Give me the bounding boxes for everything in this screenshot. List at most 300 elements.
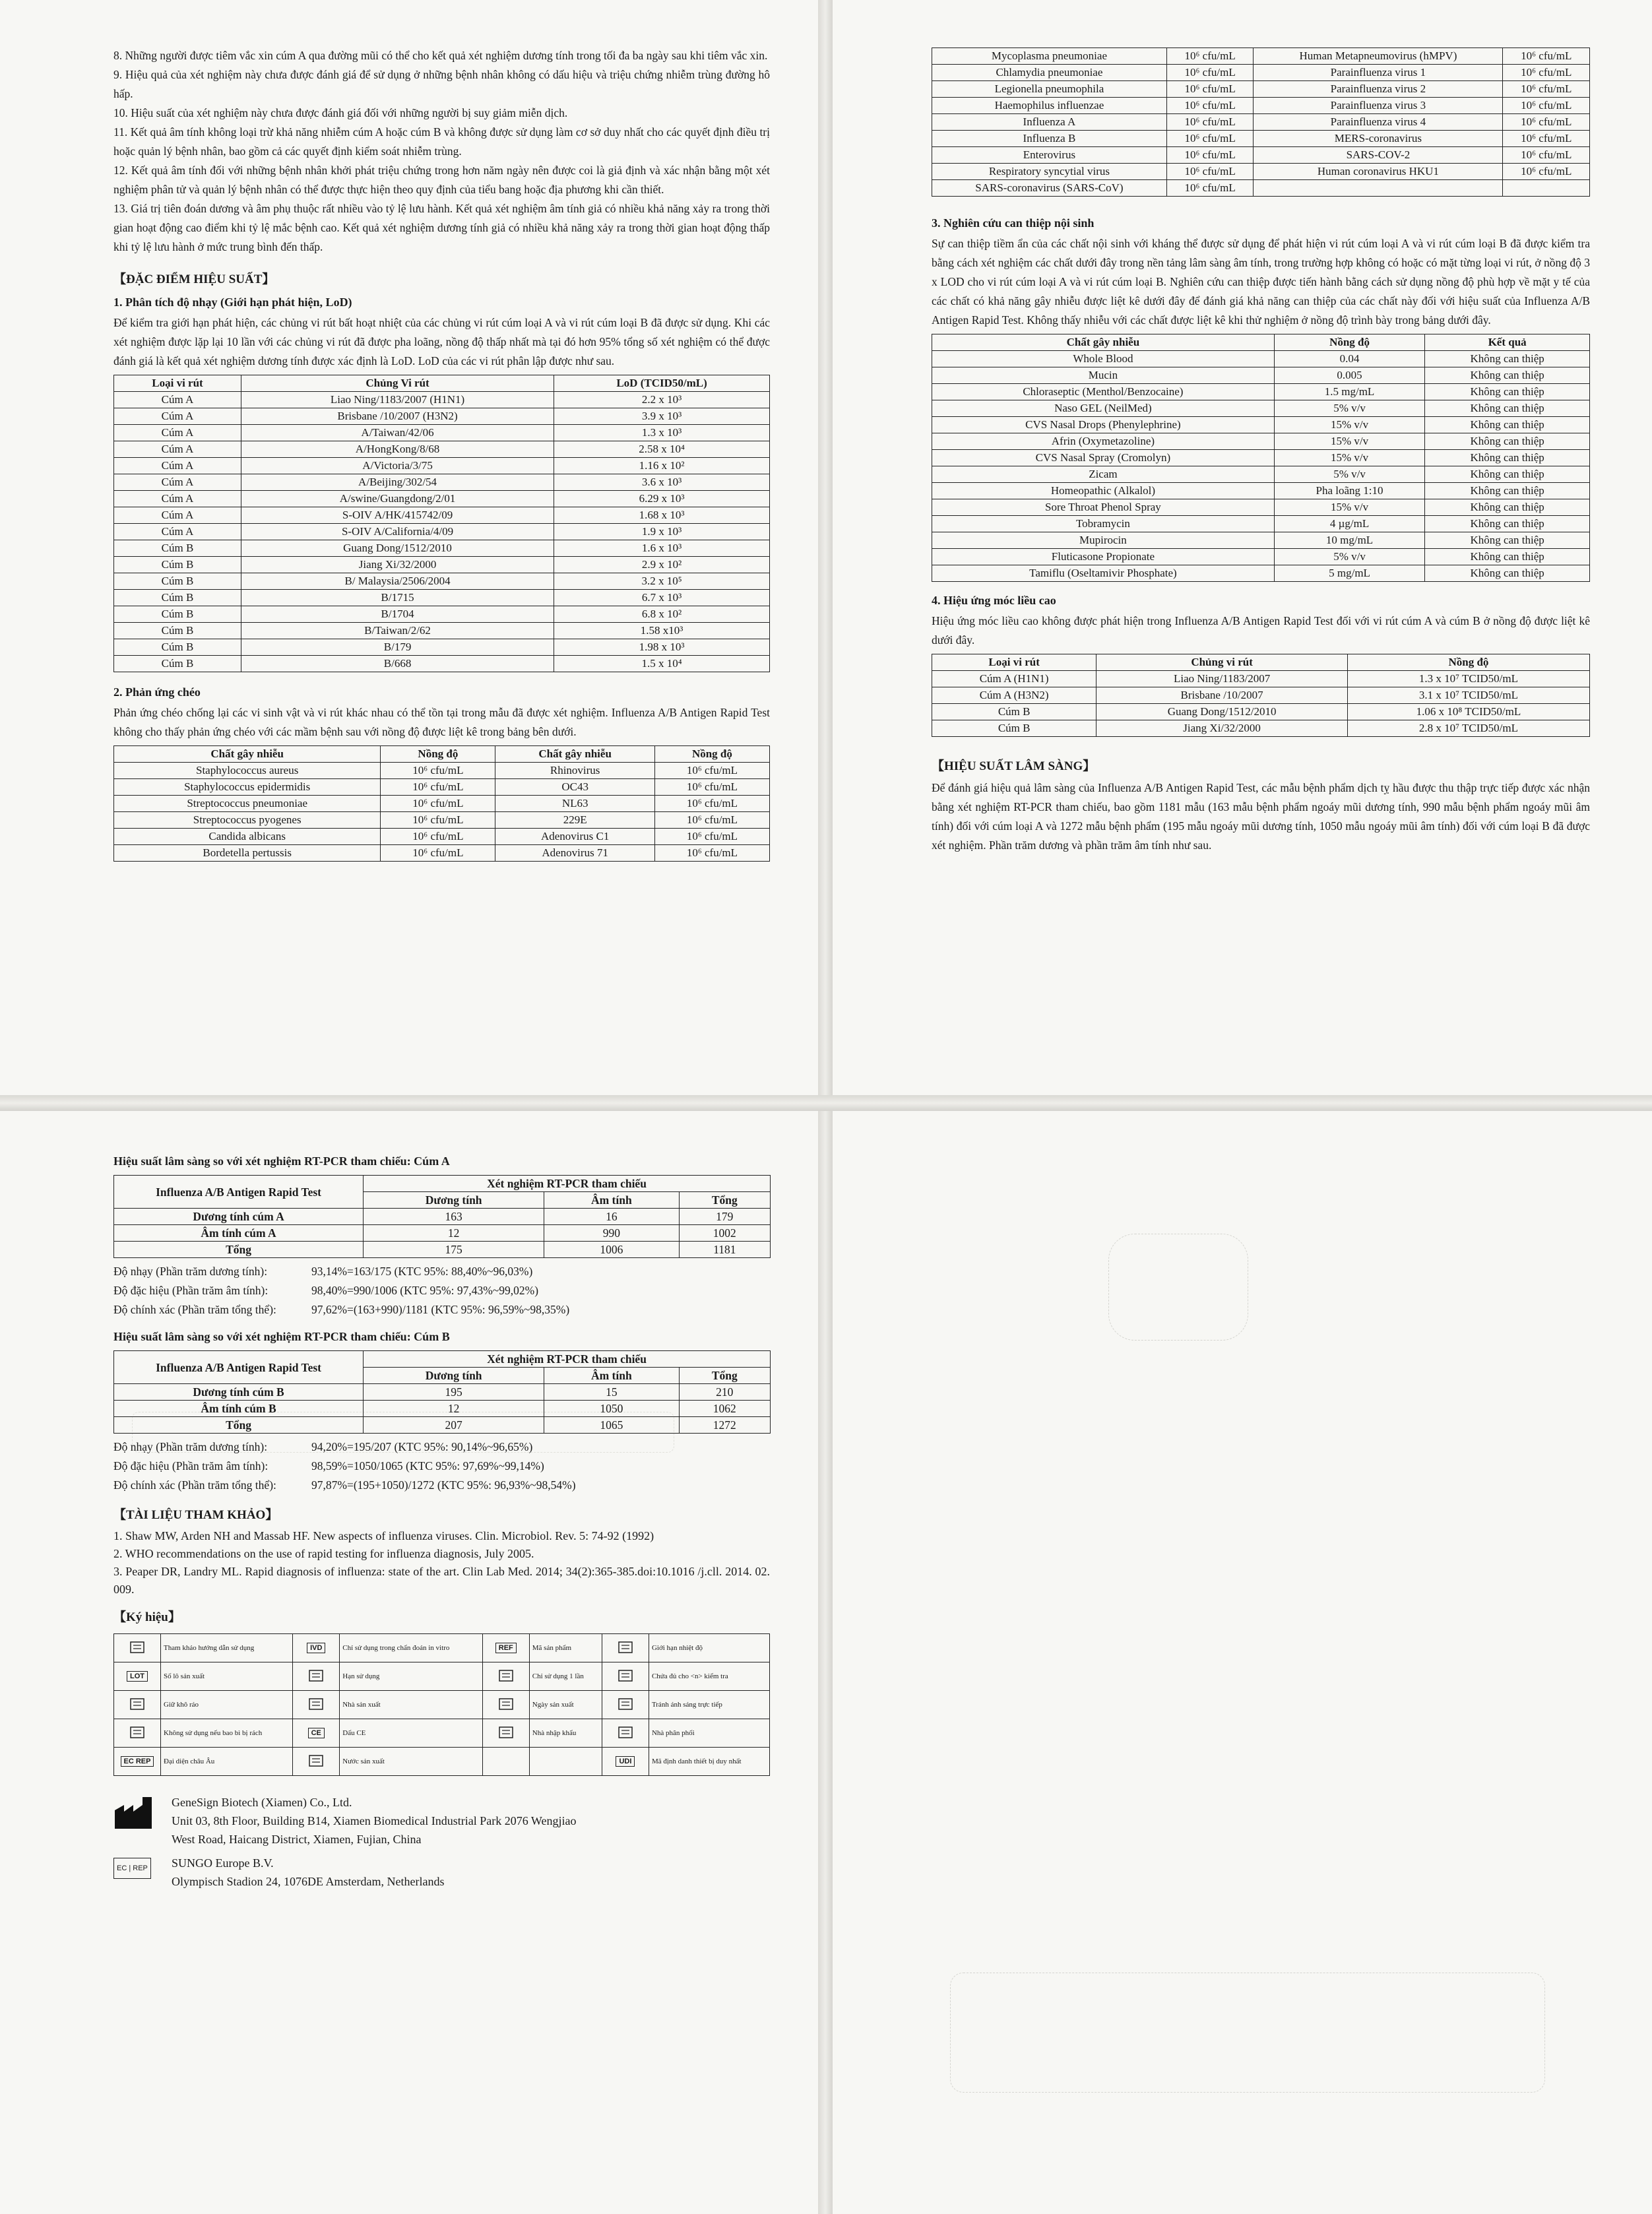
- country-icon: [293, 1748, 340, 1776]
- table-cell: 1.9 x 10³: [554, 524, 770, 540]
- table-cell: S-OIV A/HK/415742/09: [241, 507, 554, 524]
- table-cell: Mupirocin: [932, 532, 1275, 549]
- table-row: [114, 1401, 771, 1417]
- table-row: [932, 704, 1590, 720]
- table-cell: Chloraseptic (Menthol/Benzocaine): [932, 384, 1275, 400]
- manufacturer-name: GeneSign Biotech (Xiamen) Co., Ltd.: [172, 1796, 352, 1809]
- table-cell: Không can thiệp: [1425, 351, 1590, 367]
- table-cell: Brisbane /10/2007: [1096, 687, 1348, 704]
- table-cell: 0.04: [1274, 351, 1424, 367]
- symbol-description: Chỉ sử dụng trong chẩn đoán in vitro: [340, 1634, 483, 1662]
- table-cell: Cúm A: [114, 474, 241, 491]
- table-cell: B/179: [241, 639, 554, 656]
- stat-line: [113, 1438, 770, 1457]
- table-header: Loại vi rút: [114, 375, 241, 392]
- table-cell: Parainfluenza virus 4: [1254, 114, 1503, 131]
- clinical-a-title: Hiệu suất lâm sàng so với xét nghiệm RT-PCR tham chiếu: Cúm A: [113, 1154, 450, 1168]
- hook-table-body: [932, 671, 1590, 737]
- table-row: [932, 384, 1590, 400]
- table-cell: Fluticasone Propionate: [932, 549, 1275, 565]
- table-row: [114, 845, 770, 862]
- table-row: [114, 639, 770, 656]
- table-cell: 10⁶ cfu/mL: [1503, 114, 1590, 131]
- stat-value: 97,62%=(163+990)/1181 (KTC 95%: 96,59%~98,35%): [311, 1303, 570, 1316]
- table-cell: Cúm B: [932, 704, 1096, 720]
- table-row: [114, 606, 770, 623]
- table-cell: 2.9 x 10²: [554, 557, 770, 573]
- right-column-top: [932, 44, 1590, 855]
- table-row: [932, 466, 1590, 483]
- symbol-code: EC REP: [121, 1756, 154, 1767]
- table-cell: 5% v/v: [1274, 400, 1424, 417]
- table-cell: 5% v/v: [1274, 549, 1424, 565]
- table-cell: Naso GEL (NeilMed): [932, 400, 1275, 417]
- table-cell: 10⁶ cfu/mL: [1503, 48, 1590, 65]
- limitation-8: 8. Những người được tiêm vắc xin cúm A qua đường mũi có thể cho kết quả xét nghiệm dương tính trong tối đa ba ngày sau khi tiêm vắc xin.: [113, 49, 768, 62]
- clinical-b-title: Hiệu suất lâm sàng so với xét nghiệm RT-PCR tham chiếu: Cúm B: [113, 1330, 450, 1343]
- table-cell: Zicam: [932, 466, 1275, 483]
- ec-rep-name: SUNGO Europe B.V.: [172, 1856, 274, 1870]
- symbol-description: Ngày sản xuất: [529, 1691, 602, 1719]
- thermometer-icon: [602, 1634, 649, 1662]
- interference-table-body: [932, 351, 1590, 582]
- interference-table: [932, 334, 1590, 582]
- symbol-code: LOT: [127, 1671, 148, 1682]
- table-header: Chất gây nhiễu: [932, 334, 1275, 351]
- symbol-description: Tham khảo hướng dẫn sử dụng: [161, 1634, 293, 1662]
- symbol-row: [114, 1691, 770, 1719]
- lod-table-body: [114, 392, 770, 672]
- table-cell: 1006: [544, 1242, 679, 1258]
- table-cell: 207: [364, 1417, 544, 1434]
- table-cell: 10⁶ cfu/mL: [1166, 98, 1254, 114]
- table-cell: 1.6 x 10³: [554, 540, 770, 557]
- symbol-description: Số lô sản xuất: [161, 1662, 293, 1691]
- table-row: [932, 131, 1590, 147]
- cross-cont-table-body: [932, 48, 1590, 197]
- table-cell: Không can thiệp: [1425, 565, 1590, 582]
- stat-value: 93,14%=163/175 (KTC 95%: 88,40%~96,03%): [311, 1265, 533, 1278]
- table-cell: Afrin (Oxymetazoline): [932, 433, 1275, 450]
- table-cell: Mycoplasma pneumoniae: [932, 48, 1167, 65]
- table-cell: 1.16 x 10²: [554, 458, 770, 474]
- table-cell: 3.2 x 10⁵: [554, 573, 770, 590]
- table-cell: 2.8 x 10⁷ TCID50/mL: [1347, 720, 1589, 737]
- symbol-description: Giữ khô ráo: [161, 1691, 293, 1719]
- table-cell: 10⁶ cfu/mL: [1166, 114, 1254, 131]
- interference-intro: Sự can thiệp tiềm ẩn của các chất nội sinh với kháng thể được sử dụng để phát hiện vi rút cúm loại A và vi rút cúm loại B đã được kiểm tra bằng cách xét nghiệm các chất dưới đây trong nền tảng lâm sàng âm tính, trong trường hợp không có hoặc có mặt từng loại vi rút, ở nồng độ 3 x LOD cho vi rút cúm loại A và vi rút cúm loại B. Nghiên cứu can thiệp được tiến hành bằng cách sử dụng nồng độ phù hợp về mặt y tế của các chất có khả năng gây nhiễu được liệt kê dưới đây để đánh giá khả năng can thiệp của các chất này đối với hiệu suất của Influenza A/B Antigen Rapid Test. Không thấy nhiễu với các chất được liệt kê khi thử nghiệm ở nồng độ trình bày trong bảng dưới đây.: [932, 237, 1590, 327]
- table-row: [114, 557, 770, 573]
- references-heading: 【TÀI LIỆU THAM KHẢO】: [113, 1508, 278, 1522]
- table-cell: Không can thiệp: [1425, 433, 1590, 450]
- limitation-9: 9. Hiệu quả của xét nghiệm này chưa được đánh giá để sử dụng ở những bệnh nhân không có dấu hiệu và triệu chứng nhiễm trùng đường hô hấp.: [113, 68, 770, 100]
- reference-item: 1. Shaw MW, Arden NH and Massab HF. New aspects of influenza viruses. Clin. Microbiol. Rev. 5: 74-92 (1992): [113, 1529, 654, 1542]
- table-cell: Chlamydia pneumoniae: [932, 65, 1167, 81]
- table-cell: Guang Dong/1512/2010: [1096, 704, 1348, 720]
- hourglass-icon: [293, 1662, 340, 1691]
- table-cell: Không can thiệp: [1425, 400, 1590, 417]
- table-row: [114, 524, 770, 540]
- table-row: [932, 450, 1590, 466]
- table-cell: 1.58 x10³: [554, 623, 770, 639]
- table-cell: Pha loãng 1:10: [1274, 483, 1424, 499]
- table-cell: 990: [544, 1225, 679, 1242]
- table-row: [932, 483, 1590, 499]
- stat-value: 94,20%=195/207 (KTC 95%: 90,14%~96,65%): [311, 1440, 533, 1453]
- table-cell: 1.06 x 10⁸ TCID50/mL: [1347, 704, 1589, 720]
- table-cell: 179: [679, 1209, 770, 1225]
- symbol-description: Nhà phân phối: [649, 1719, 769, 1748]
- table-cell: Cúm A: [114, 392, 241, 408]
- table-cell: Cúm B: [114, 573, 241, 590]
- table-cell: Cúm B: [114, 590, 241, 606]
- table-cell: 5% v/v: [1274, 466, 1424, 483]
- table-cell: Haemophilus influenzae: [932, 98, 1167, 114]
- symbol-code: UDI: [616, 1756, 635, 1767]
- table-row: [932, 671, 1590, 687]
- table-cell: Enterovirus: [932, 147, 1167, 164]
- table-cell: 210: [679, 1384, 770, 1401]
- table-cell: Không can thiệp: [1425, 499, 1590, 516]
- symbol-description: Nước sản xuất: [340, 1748, 483, 1776]
- table-cell: Influenza A: [932, 114, 1167, 131]
- table-row: [114, 474, 770, 491]
- table-cell: Bordetella pertussis: [114, 845, 381, 862]
- table-cell: Parainfluenza virus 1: [1254, 65, 1503, 81]
- table-cell: 10⁶ cfu/mL: [1166, 131, 1254, 147]
- symbol-description: Dấu CE: [340, 1719, 483, 1748]
- lod-table: [113, 375, 770, 672]
- stat-value: 98,59%=1050/1065 (KTC 95%: 97,69%~99,14%): [311, 1459, 544, 1472]
- table-cell: Không can thiệp: [1425, 516, 1590, 532]
- table-cell: Liao Ning/1183/2007: [1096, 671, 1348, 687]
- clinical-b-table: [113, 1350, 771, 1434]
- table-cell: Human Metapneumovirus (hMPV): [1254, 48, 1503, 65]
- ec-rep-address: Olympisch Stadion 24, 1076DE Amsterdam, Netherlands: [172, 1875, 445, 1888]
- table-row: [932, 417, 1590, 433]
- table-row: [114, 425, 770, 441]
- table-row: [932, 549, 1590, 565]
- table-cell: Cúm A: [114, 458, 241, 474]
- table-cell: Cúm A: [114, 524, 241, 540]
- table-cell: Không can thiệp: [1425, 466, 1590, 483]
- table-cell: 10⁶ cfu/mL: [1166, 180, 1254, 197]
- table-cell: CVS Nasal Drops (Phenylephrine): [932, 417, 1275, 433]
- lod-title: 1. Phân tích độ nhạy (Giới hạn phát hiện, LoD): [113, 296, 352, 309]
- table-cell: 12: [364, 1225, 544, 1242]
- table-cell: B/668: [241, 656, 554, 672]
- table-row: [932, 720, 1590, 737]
- table-cell: 4 µg/mL: [1274, 516, 1424, 532]
- table-cell: 10⁶ cfu/mL: [654, 845, 769, 862]
- table-header: LoD (TCID50/mL): [554, 375, 770, 392]
- limitation-11: 11. Kết quả âm tính không loại trừ khả năng nhiễm cúm A hoặc cúm B và không được sử dụng làm cơ sở duy nhất cho các quyết định điều trị hoặc quản lý bệnh nhân, bao gồm cả các quyết định kiểm soát nhiễm trùng.: [113, 125, 770, 158]
- stat-line: [113, 1281, 770, 1300]
- left-column-bottom: [113, 1148, 770, 1891]
- table-row: [932, 499, 1590, 516]
- table-cell: 3.9 x 10³: [554, 408, 770, 425]
- symbol-description: Nhà nhập khẩu: [529, 1719, 602, 1748]
- table-cell: 10⁶ cfu/mL: [381, 845, 495, 862]
- stat-value: 97,87%=(195+1050)/1272 (KTC 95%: 96,93%~98,54%): [311, 1478, 576, 1492]
- ec-rep-icon: EC | REP: [113, 1858, 151, 1879]
- table-cell: 10⁶ cfu/mL: [381, 812, 495, 829]
- sun-icon: [602, 1691, 649, 1719]
- cross-reactivity-table: [113, 745, 770, 862]
- table-cell: 10⁶ cfu/mL: [654, 763, 769, 779]
- symbols-table: [113, 1633, 770, 1776]
- table-cell: Không can thiệp: [1425, 450, 1590, 466]
- table-row: [932, 400, 1590, 417]
- total-header: Tổng: [679, 1192, 770, 1209]
- table-row: [114, 590, 770, 606]
- table-cell: 1062: [679, 1401, 770, 1417]
- table-header: Chất gây nhiễu: [114, 746, 381, 763]
- table-cell: 10⁶ cfu/mL: [1166, 164, 1254, 180]
- stat-label: Độ đặc hiệu (Phần trăm âm tính):: [113, 1459, 269, 1472]
- table-cell: 10⁶ cfu/mL: [1166, 65, 1254, 81]
- table-cell: A/Taiwan/42/06: [241, 425, 554, 441]
- table-cell: 2.58 x 10⁴: [554, 441, 770, 458]
- table-cell: Cúm B: [114, 606, 241, 623]
- table-cell: 10⁶ cfu/mL: [654, 796, 769, 812]
- total-header: Tổng: [679, 1368, 770, 1384]
- ce-icon: [293, 1719, 340, 1748]
- table-cell: 12: [364, 1401, 544, 1417]
- table-cell: 15% v/v: [1274, 450, 1424, 466]
- symbol-description: Tránh ánh sáng trực tiếp: [649, 1691, 769, 1719]
- table-cell: Dương tính cúm B: [114, 1384, 364, 1401]
- stat-label: Độ nhạy (Phần trăm dương tính):: [113, 1265, 268, 1278]
- table-cell: Human coronavirus HKU1: [1254, 164, 1503, 180]
- udi-icon: [602, 1748, 649, 1776]
- table-cell: Guang Dong/1512/2010: [241, 540, 554, 557]
- clinical-b-stats: [113, 1438, 770, 1495]
- table-cell: Streptococcus pyogenes: [114, 812, 381, 829]
- table-cell: 6.29 x 10³: [554, 491, 770, 507]
- table-row: [114, 796, 770, 812]
- table-cell: Parainfluenza virus 3: [1254, 98, 1503, 114]
- table-cell: 15% v/v: [1274, 433, 1424, 450]
- table-header: Chủng Vi rút: [241, 375, 554, 392]
- table-cell: Cúm A: [114, 491, 241, 507]
- table-row: [114, 540, 770, 557]
- table-cell: 10⁶ cfu/mL: [1166, 81, 1254, 98]
- table-cell: Homeopathic (Alkalol): [932, 483, 1275, 499]
- manufacturer-address-2: West Road, Haicang District, Xiamen, Fujian, China: [172, 1833, 422, 1846]
- rt-pcr-header: Xét nghiệm RT-PCR tham chiếu: [364, 1351, 771, 1368]
- clinical-a-body: [114, 1209, 771, 1258]
- table-cell: 1272: [679, 1417, 770, 1434]
- table-cell: 1.68 x 10³: [554, 507, 770, 524]
- symbol-code: REF: [495, 1643, 517, 1653]
- book-icon: [114, 1634, 161, 1662]
- table-cell: Mucin: [932, 367, 1275, 384]
- symbol-description: Mã định danh thiết bị duy nhất: [649, 1748, 769, 1776]
- table-row: [114, 441, 770, 458]
- stat-label: Độ đặc hiệu (Phần trăm âm tính):: [113, 1284, 269, 1297]
- table-header: Chủng vi rút: [1096, 654, 1348, 671]
- table-cell: Tamiflu (Oseltamivir Phosphate): [932, 565, 1275, 582]
- symbol-row: [114, 1634, 770, 1662]
- reference-item: 3. Peaper DR, Landry ML. Rapid diagnosis of influenza: state of the art. Clin Lab Med. 2014; 34(2):365-385.doi:10.1016 /j.cll. 2014. 02. 009.: [113, 1565, 770, 1596]
- table-row: [114, 1242, 771, 1258]
- hook-effect-table: [932, 654, 1590, 737]
- table-cell: NL63: [495, 796, 654, 812]
- table-row: [114, 812, 770, 829]
- table-row: [114, 392, 770, 408]
- table-cell: Không can thiệp: [1425, 367, 1590, 384]
- umbrella-icon: [114, 1691, 161, 1719]
- limitation-12: 12. Kết quả âm tính đối với những bệnh nhân khởi phát triệu chứng trong hơn năm ngày nên được coi là giả định và xác nhận bằng một xét nghiệm phân tử và quản lý bệnh nhân có thể được thực hiện theo quy định của tiểu bang hoặc địa phương khi cần thiết.: [113, 164, 770, 196]
- table-cell: 10⁶ cfu/mL: [1503, 81, 1590, 98]
- distributor-2-icon: [602, 1719, 649, 1748]
- table-header: Nồng độ: [1274, 334, 1424, 351]
- table-cell: Parainfluenza virus 2: [1254, 81, 1503, 98]
- table-row: [932, 147, 1590, 164]
- ivd-icon: [293, 1634, 340, 1662]
- table-cell: 195: [364, 1384, 544, 1401]
- table-cell: Jiang Xi/32/2000: [241, 557, 554, 573]
- table-cell: Liao Ning/1183/2007 (H1N1): [241, 392, 554, 408]
- bleed-through-illustration: [1108, 1234, 1248, 1341]
- symbol-row: [114, 1719, 770, 1748]
- table-cell: Không can thiệp: [1425, 384, 1590, 400]
- stat-line: [113, 1457, 770, 1476]
- table-cell: 15% v/v: [1274, 417, 1424, 433]
- table-cell: Âm tính cúm A: [114, 1225, 364, 1242]
- table-row: [932, 164, 1590, 180]
- table-header: Chất gây nhiễu: [495, 746, 654, 763]
- table-cell: 15: [544, 1384, 679, 1401]
- table-row: [114, 1225, 771, 1242]
- table-cell: 10⁶ cfu/mL: [381, 829, 495, 845]
- cross-reactivity-table-continued: [932, 47, 1590, 197]
- table-cell: 6.7 x 10³: [554, 590, 770, 606]
- table-cell: Influenza B: [932, 131, 1167, 147]
- table-header: Kết quả: [1425, 334, 1590, 351]
- clinical-intro: Để đánh giá hiệu quả lâm sàng của Influenza A/B Antigen Rapid Test, các mẫu bệnh phẩm dịch tỵ hầu được thu thập trực tiếp được xác nhận bằng xét nghiệm RT-PCR tham chiếu, bao gồm 1181 mẫu (163 mẫu bệnh phẩm ngoáy mũi dương tính, 990 mẫu bệnh phẩm ngoáy mũi âm tính) đối với cúm loại A và 1272 mẫu bệnh phẩm (195 mẫu ngoáy mũi dương tính, 1050 mẫu ngoáy mũi âm tính) đối với cúm loại B đã được xét nghiệm. Phần trăm dương và phần trăm âm tính như sau.: [932, 781, 1590, 852]
- table-cell: 229E: [495, 812, 654, 829]
- table-row: [932, 48, 1590, 65]
- stat-label: Độ chính xác (Phần trăm tổng thể):: [113, 1478, 276, 1492]
- table-cell: A/Beijing/302/54: [241, 474, 554, 491]
- table-cell: 10⁶ cfu/mL: [654, 779, 769, 796]
- table-cell: 1.5 x 10⁴: [554, 656, 770, 672]
- table-row: [114, 458, 770, 474]
- table-cell: Adenovirus C1: [495, 829, 654, 845]
- clinical-b-body: [114, 1384, 771, 1434]
- table-cell: Rhinovirus: [495, 763, 654, 779]
- table-row: [932, 98, 1590, 114]
- table-cell: Cúm B: [114, 540, 241, 557]
- table-row: [932, 433, 1590, 450]
- table-cell: Brisbane /10/2007 (H3N2): [241, 408, 554, 425]
- factory-icon: [113, 1796, 160, 1835]
- table-cell: Tổng: [114, 1242, 364, 1258]
- table-row: [932, 81, 1590, 98]
- manufacturer-address-1: Unit 03, 8th Floor, Building B14, Xiamen Biomedical Industrial Park 2076 Wengjiao: [172, 1814, 577, 1827]
- table-cell: Cúm A: [114, 408, 241, 425]
- clinical-heading: 【HIỆU SUẤT LÂM SÀNG】: [932, 759, 1096, 773]
- table-header: Loại vi rút: [932, 654, 1096, 671]
- bleed-through-illustration: [950, 1973, 1545, 2093]
- lot-icon: [114, 1662, 161, 1691]
- tests-count-icon: [602, 1662, 649, 1691]
- table-cell: 163: [364, 1209, 544, 1225]
- reference-item: 2. WHO recommendations on the use of rapid testing for influenza diagnosis, July 2005.: [113, 1547, 534, 1560]
- table-cell: Cúm A (H1N1): [932, 671, 1096, 687]
- table-cell: Không can thiệp: [1425, 483, 1590, 499]
- table-cell: 175: [364, 1242, 544, 1258]
- table-cell: 1065: [544, 1417, 679, 1434]
- table-row: [114, 779, 770, 796]
- table-cell: CVS Nasal Spray (Cromolyn): [932, 450, 1275, 466]
- table-cell: 10⁶ cfu/mL: [1503, 98, 1590, 114]
- limitation-13: 13. Giá trị tiên đoán dương và âm phụ thuộc rất nhiều vào tỷ lệ lưu hành. Kết quả xét nghiệm âm tính giả có nhiều khả năng xảy ra trong thời gian hoạt động cao điểm khi tỷ lệ mắc bệnh cao. Kết quả xét nghiệm dương tính giả có nhiều khả năng xảy ra trong thời gian hoạt động thấp khi tỷ lệ lưu hành ở mức trung bình đến thấp.: [113, 202, 770, 253]
- table-cell: 10⁶ cfu/mL: [654, 829, 769, 845]
- symbol-description: Hạn sử dụng: [340, 1662, 483, 1691]
- table-cell: Sore Throat Phenol Spray: [932, 499, 1275, 516]
- table-cell: Tobramycin: [932, 516, 1275, 532]
- table-row: [932, 65, 1590, 81]
- table-cell: 2.2 x 10³: [554, 392, 770, 408]
- table-cell: Staphylococcus aureus: [114, 763, 381, 779]
- table-cell: 10⁶ cfu/mL: [1503, 65, 1590, 81]
- cross-title: 2. Phản ứng chéo: [113, 685, 201, 699]
- table-cell: Dương tính cúm A: [114, 1209, 364, 1225]
- table-row: [932, 367, 1590, 384]
- table-cell: 16: [544, 1209, 679, 1225]
- table-cell: Cúm A: [114, 425, 241, 441]
- table-cell: Cúm B: [114, 639, 241, 656]
- table-cell: A/swine/Guangdong/2/01: [241, 491, 554, 507]
- distributor-icon: [482, 1719, 529, 1748]
- table-cell: Cúm A: [114, 441, 241, 458]
- table-cell: Cúm B: [114, 623, 241, 639]
- table-cell: 10 mg/mL: [1274, 532, 1424, 549]
- lod-intro: Để kiểm tra giới hạn phát hiện, các chủng vi rút bất hoạt nhiệt của các chủng vi rút cúm loại A và vi rút cúm loại B đã được sử dụng. Khi các xét nghiệm được lặp lại 10 lần với các chủng vi rút đã được pha loãng, nồng độ thấp nhất mà tại đó hơn 95% tổng số xét nghiệm có thể được đánh giá là kết quả xét nghiệm dương tính được xác định là LoD. LoD của các vi rút phân lập được như sau.: [113, 316, 770, 367]
- symbol-description: Mã sản phẩm: [529, 1634, 602, 1662]
- symbol-description: Đại diện châu Âu: [161, 1748, 293, 1776]
- symbols-heading: 【Ký hiệu】: [113, 1610, 181, 1624]
- table-cell: B/1704: [241, 606, 554, 623]
- table-cell: SARS-coronavirus (SARS-CoV): [932, 180, 1167, 197]
- table-cell: 1002: [679, 1225, 770, 1242]
- symbol-description: Không sử dụng nếu bao bì bị rách: [161, 1719, 293, 1748]
- table-cell: [1503, 180, 1590, 197]
- table-row: [114, 573, 770, 590]
- horizontal-fold-line: [0, 1095, 1652, 1111]
- test-name-header: Influenza A/B Antigen Rapid Test: [114, 1351, 364, 1384]
- table-cell: Tổng: [114, 1417, 364, 1434]
- stat-line: [113, 1300, 770, 1319]
- table-row: [114, 1417, 771, 1434]
- table-cell: Legionella pneumophila: [932, 81, 1167, 98]
- table-cell: A/HongKong/8/68: [241, 441, 554, 458]
- table-cell: Adenovirus 71: [495, 845, 654, 862]
- table-cell: 10⁶ cfu/mL: [381, 763, 495, 779]
- ec-rep-icon: [114, 1748, 161, 1776]
- left-column-top: [113, 46, 770, 866]
- symbol-description: Chỉ sử dụng 1 lần: [529, 1662, 602, 1691]
- table-cell: Cúm B: [114, 656, 241, 672]
- table-cell: [1254, 180, 1503, 197]
- symbol-description: Nhà sản xuất: [340, 1691, 483, 1719]
- table-cell: 1.5 mg/mL: [1274, 384, 1424, 400]
- test-name-header: Influenza A/B Antigen Rapid Test: [114, 1176, 364, 1209]
- stat-line: [113, 1476, 770, 1495]
